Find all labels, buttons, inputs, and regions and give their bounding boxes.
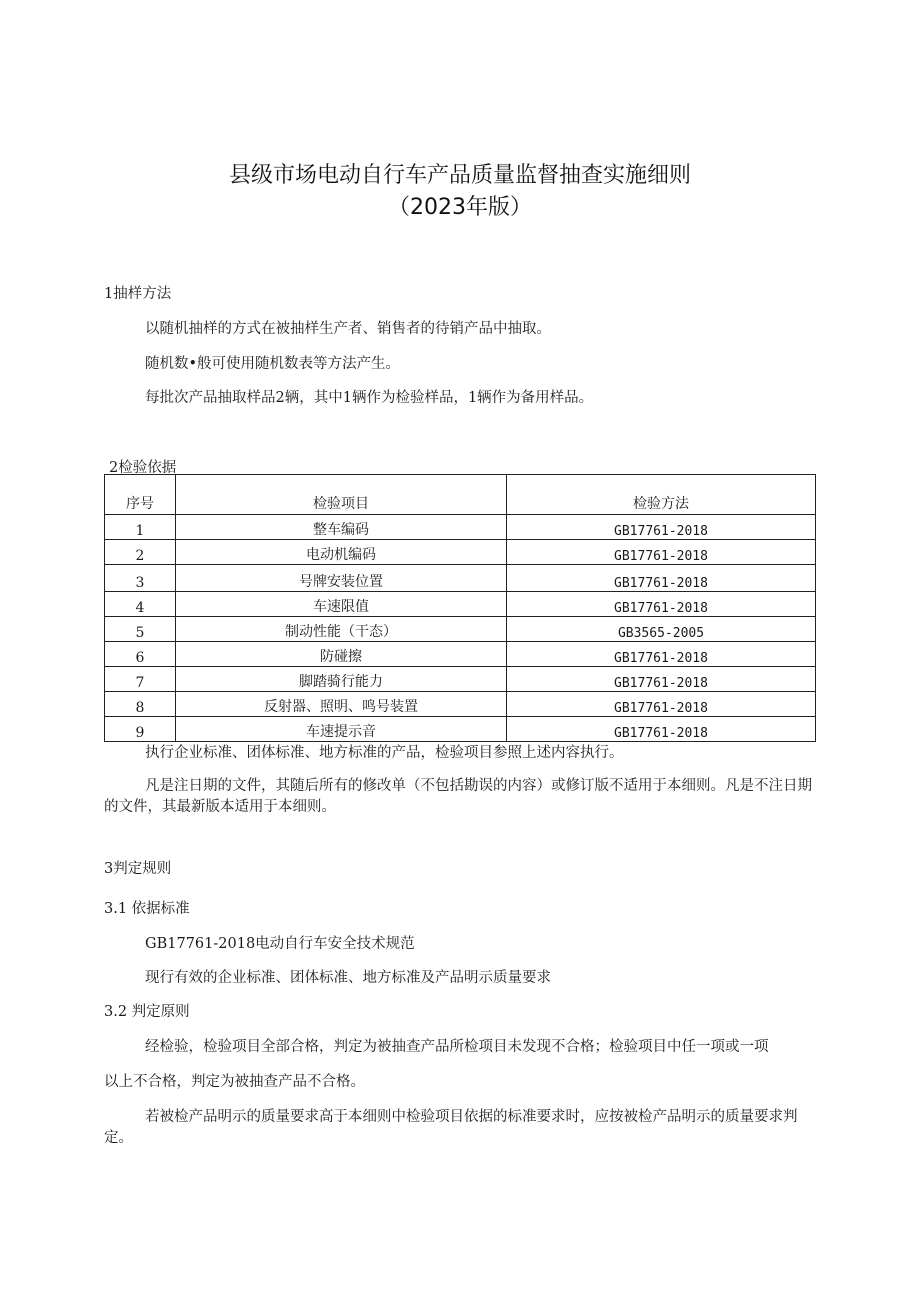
inspection-basis-table bbox=[104, 474, 816, 742]
row-item: 车速提示音 bbox=[176, 717, 507, 742]
table-row bbox=[105, 617, 816, 642]
table-row bbox=[105, 540, 816, 565]
table-row bbox=[105, 642, 816, 667]
row-method: GB17761-2018 bbox=[507, 592, 816, 617]
table-header-row bbox=[105, 475, 816, 515]
principle-paragraph-1-line-2: 以上不合格，判定为被抽查产品不合格。 bbox=[104, 1074, 365, 1090]
table-row bbox=[105, 592, 816, 617]
section-2-note-2: 凡是注日期的文件，其随后所有的修改单（不包括勘误的内容）或修订版不适用于本细则。凡是不注日期的文件，其最新版本适用于本细则。 bbox=[104, 778, 812, 815]
table-row bbox=[105, 515, 816, 540]
row-method: GB17761-2018 bbox=[507, 515, 816, 540]
section-3-2-heading: 3.2 判定原则 bbox=[104, 1004, 190, 1020]
row-index: 7 bbox=[105, 667, 176, 692]
section-2-note-1: 执行企业标准、团体标准、地方标准的产品，检验项目参照上述内容执行。 bbox=[145, 745, 624, 761]
row-item: 制动性能（干态） bbox=[176, 617, 507, 642]
section-1-paragraph-1: 以随机抽样的方式在被抽样生产者、销售者的待销产品中抽取。 bbox=[145, 321, 551, 337]
table-row bbox=[105, 717, 816, 742]
table-row bbox=[105, 692, 816, 717]
row-method: GB17761-2018 bbox=[507, 565, 816, 592]
table-row bbox=[105, 667, 816, 692]
row-item: 脚踏骑行能力 bbox=[176, 667, 507, 692]
header-item: 检验项目 bbox=[176, 475, 507, 515]
row-item: 电动机编码 bbox=[176, 540, 507, 565]
section-3-heading: 3判定规则 bbox=[104, 861, 172, 877]
row-index: 6 bbox=[105, 642, 176, 667]
section-1-heading: 1抽样方法 bbox=[104, 286, 172, 302]
row-index: 2 bbox=[105, 540, 176, 565]
row-method: GB3565-2005 bbox=[507, 617, 816, 642]
row-method: GB17761-2018 bbox=[507, 692, 816, 717]
header-method: 检验方法 bbox=[507, 475, 816, 515]
principle-paragraph-2: 若被检产品明示的质量要求高于本细则中检验项目依据的标准要求时，应按被检产品明示的质量要求判定。 bbox=[104, 1109, 798, 1146]
row-method: GB17761-2018 bbox=[507, 667, 816, 692]
row-index: 8 bbox=[105, 692, 176, 717]
row-item: 车速限值 bbox=[176, 592, 507, 617]
row-index: 3 bbox=[105, 565, 176, 592]
standard-item-1: GB17761-2018电动自行车安全技术规范 bbox=[145, 936, 415, 952]
row-index: 5 bbox=[105, 617, 176, 642]
row-method: GB17761-2018 bbox=[507, 642, 816, 667]
standard-item-2: 现行有效的企业标准、团体标准、地方标准及产品明示质量要求 bbox=[145, 970, 551, 986]
table-row bbox=[105, 565, 816, 592]
row-index: 4 bbox=[105, 592, 176, 617]
row-method: GB17761-2018 bbox=[507, 717, 816, 742]
row-index: 1 bbox=[105, 515, 176, 540]
row-method: GB17761-2018 bbox=[507, 540, 816, 565]
document-subtitle-version: （2023年版） bbox=[388, 195, 532, 220]
section-2-heading: 2检验依据 bbox=[109, 460, 177, 476]
row-item: 整车编码 bbox=[176, 515, 507, 540]
principle-paragraph-1-line-1: 经检验，检验项目全部合格，判定为被抽查产品所检项目未发现不合格；检验项目中任一项或一项 bbox=[145, 1039, 769, 1055]
section-3-1-heading: 3.1 依据标准 bbox=[104, 901, 190, 917]
section-1-paragraph-3: 每批次产品抽取样品2辆，其中1辆作为检验样品，1辆作为备用样品。 bbox=[145, 390, 594, 406]
document-title: 县级市场电动自行车产品质量监督抽查实施细则 bbox=[228, 163, 691, 188]
section-1-paragraph-2: 随机数•般可使用随机数表等方法产生。 bbox=[145, 356, 401, 372]
row-item: 反射器、照明、鸣号装置 bbox=[176, 692, 507, 717]
row-index: 9 bbox=[105, 717, 176, 742]
row-item: 号牌安装位置 bbox=[176, 565, 507, 592]
row-item: 防碰擦 bbox=[176, 642, 507, 667]
header-index: 序号 bbox=[105, 475, 176, 515]
